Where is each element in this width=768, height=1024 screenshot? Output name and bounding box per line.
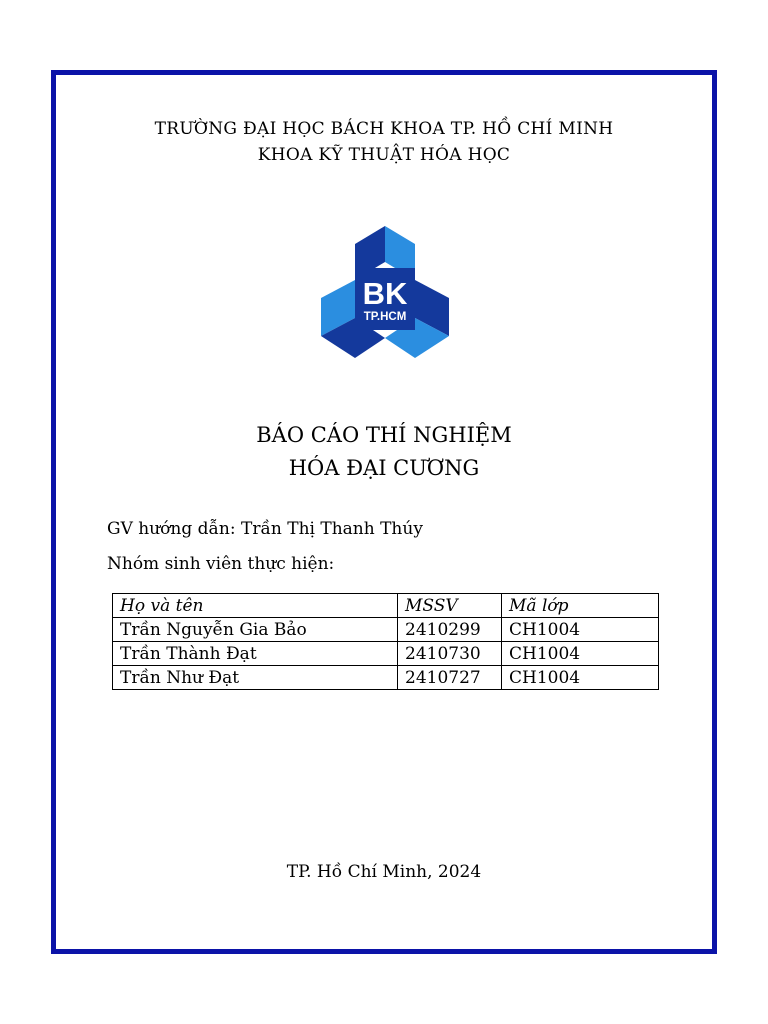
logo-main-text: BK	[362, 276, 408, 311]
group-label: Nhóm sinh viên thực hiện:	[107, 554, 335, 574]
class-code: CH1004	[502, 642, 659, 666]
instructor-line: GV hướng dẫn: Trần Thị Thanh Thúy	[107, 519, 423, 539]
logo-sub-text: TP.HCM	[363, 311, 407, 323]
faculty-name: KHOA KỸ THUẬT HÓA HỌC	[257, 145, 511, 165]
university-name: TRƯỜNG ĐẠI HỌC BÁCH KHOA TP. HỒ CHÍ MINH	[154, 119, 614, 139]
student-id: 2410730	[398, 642, 502, 666]
student-id: 2410299	[398, 618, 502, 642]
student-name: Trần Thành Đạt	[113, 642, 398, 666]
bk-logo	[321, 226, 449, 358]
table-header-row	[113, 594, 659, 618]
class-code: CH1004	[502, 618, 659, 642]
table-row	[113, 642, 659, 666]
student-name: Trần Như Đạt	[113, 666, 398, 690]
class-code: CH1004	[502, 666, 659, 690]
table-row	[113, 618, 659, 642]
page-border	[51, 70, 717, 954]
student-name: Trần Nguyễn Gia Bảo	[113, 618, 398, 642]
header-student-id: MSSV	[398, 594, 502, 618]
student-table	[112, 593, 659, 690]
student-id: 2410727	[398, 666, 502, 690]
report-subtitle: HÓA ĐẠI CƯƠNG	[288, 456, 480, 480]
report-title: BÁO CÁO THÍ NGHIỆM	[256, 423, 512, 447]
header-name: Họ và tên	[113, 594, 398, 618]
header-class-code: Mã lớp	[502, 594, 659, 618]
place-date: TP. Hồ Chí Minh, 2024	[286, 862, 482, 882]
table-row	[113, 666, 659, 690]
